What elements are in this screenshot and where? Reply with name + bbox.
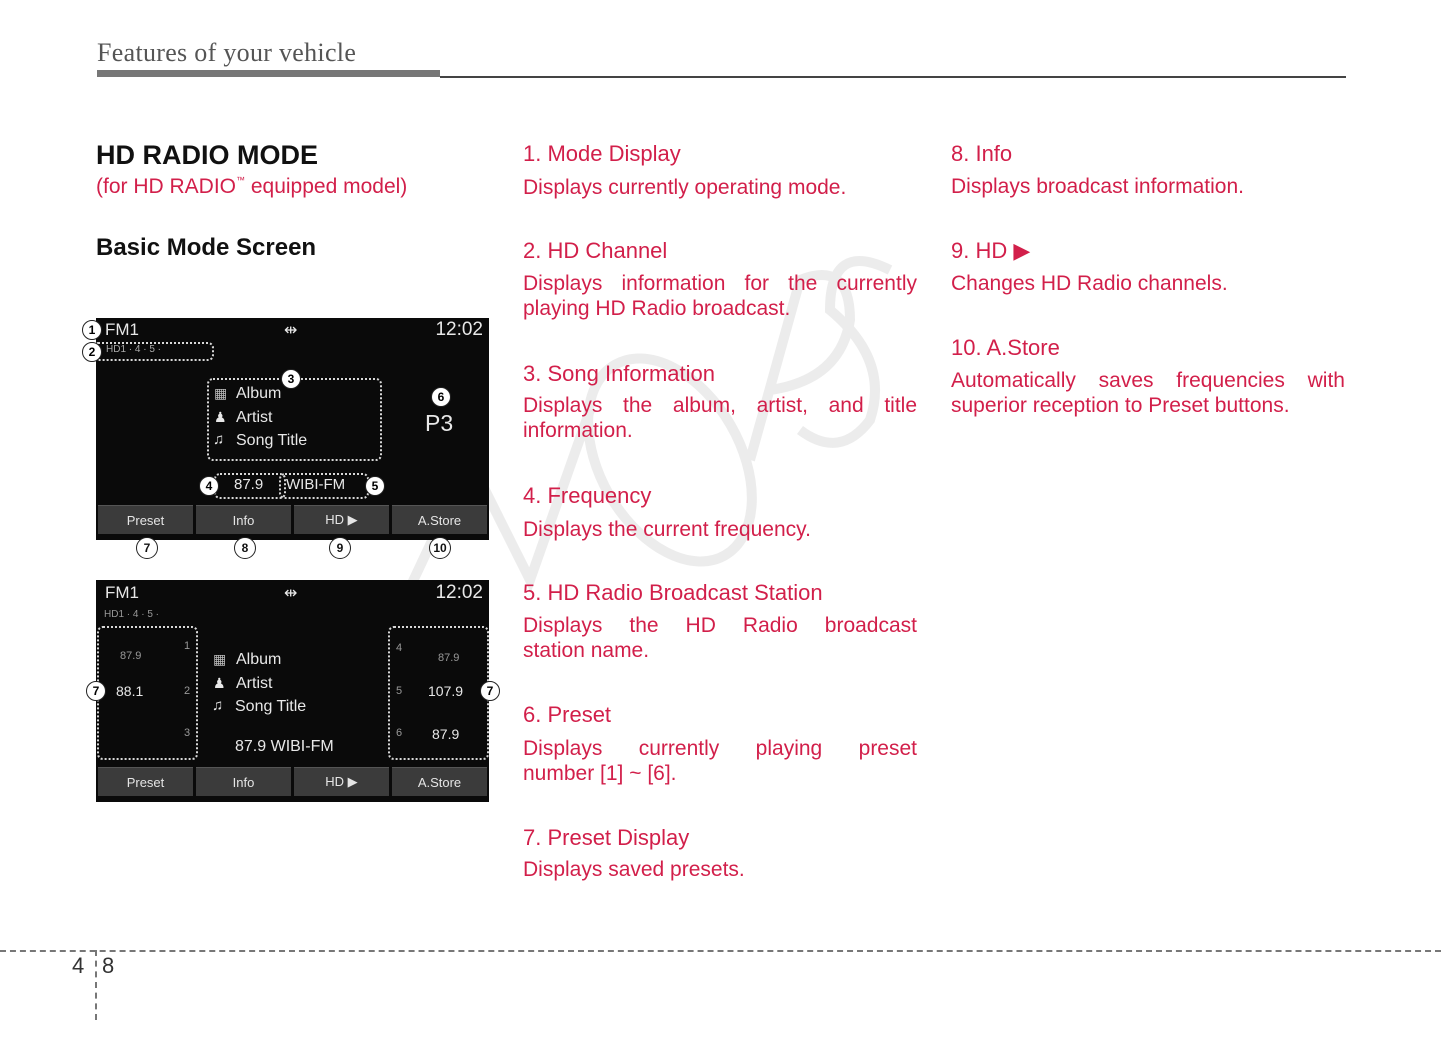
basic-mode-screen [96, 318, 489, 540]
artist-icon: ♟ [214, 409, 227, 425]
marker-5: 5 [365, 476, 385, 496]
artist-icon-2: ♟ [213, 675, 226, 691]
item-2-title: 2. HD Channel [523, 238, 668, 263]
right-preset-4-num: 4 [396, 642, 403, 654]
footer-divider [0, 950, 1441, 952]
album-label-2: Album [236, 651, 282, 668]
item-10-title: 10. A.Store [951, 335, 1060, 360]
item-4-title: 4. Frequency [523, 483, 652, 508]
song-title-label: Song Title [236, 432, 308, 449]
clock-2: 12:02 [435, 582, 483, 603]
right-preset-6-num: 6 [396, 727, 403, 739]
item-6-desc-line1: Displays currently playing preset [523, 737, 917, 760]
marker-3: 3 [281, 369, 301, 389]
astore-softkey-2[interactable]: A.Store [392, 767, 487, 796]
hd-channel-text: HD1 · 4 · 5 · [106, 344, 162, 355]
section-header: Features of your vehicle [97, 38, 357, 67]
marker-7-right: 7 [480, 681, 500, 701]
item-8-title: 8. Info [951, 141, 1013, 166]
item-9-desc: Changes HD Radio channels. [951, 272, 1228, 295]
artist-label-2: Artist [236, 675, 273, 692]
item-1-title: 1. Mode Display [523, 141, 681, 166]
item-7-title: 7. Preset Display [523, 825, 690, 850]
album-icon-2: ▦ [213, 651, 227, 667]
marker-1: 1 [82, 320, 102, 340]
marker-2: 2 [82, 342, 102, 362]
usb-icon: ⇹ [284, 322, 298, 339]
item-3-title: 3. Song Information [523, 361, 716, 386]
marker-7-left: 7 [86, 681, 106, 701]
item-6-title: 6. Preset [523, 702, 612, 727]
item-1-desc: Displays currently operating mode. [523, 176, 847, 199]
item-5-desc-line2: station name. [523, 639, 650, 662]
astore-softkey[interactable]: A.Store [392, 505, 487, 534]
song-icon: ♫ [213, 431, 225, 448]
item-8-desc: Displays broadcast information. [951, 175, 1244, 198]
song-icon-2: ♫ [212, 697, 224, 714]
left-preset-1-num: 1 [184, 640, 191, 652]
frequency-label: 87.9 [234, 476, 264, 493]
marker-10: 10 [429, 537, 451, 559]
footer-page-divider [95, 950, 97, 1020]
page-subtitle: (for HD RADIO™ equipped model) [96, 175, 408, 198]
hd-softkey-2[interactable]: HD ▶ [294, 767, 389, 796]
song-title-label-2: Song Title [235, 698, 307, 715]
album-label: Album [236, 385, 282, 402]
item-2-desc-line2: playing HD Radio broadcast. [523, 297, 791, 320]
left-preset-2-freq: 88.1 [116, 683, 144, 699]
right-preset-5-num: 5 [396, 685, 403, 697]
left-preset-2-num: 2 [184, 685, 191, 697]
right-preset-4-freq: 87.9 [438, 652, 460, 664]
album-icon: ▦ [214, 385, 228, 401]
right-preset-6-freq: 87.9 [432, 726, 460, 742]
item-3-desc-line2: information. [523, 419, 633, 442]
marker-8: 8 [234, 537, 256, 559]
mode-display-2: FM1 [105, 583, 139, 602]
info-softkey[interactable]: Info [196, 505, 291, 534]
page-title: HD RADIO MODE [96, 140, 318, 170]
hd-channel-text-2: HD1 · 4 · 5 · [104, 609, 160, 620]
header-rule-thin [440, 76, 1346, 78]
left-preset-1-freq: 87.9 [120, 650, 142, 662]
preset-softkey[interactable]: Preset [98, 505, 193, 534]
left-preset-box [97, 626, 198, 760]
preset-display-screen [96, 580, 489, 802]
preset-number: P3 [425, 410, 454, 436]
item-7-desc: Displays saved presets. [523, 858, 745, 881]
hd-softkey[interactable]: HD ▶ [294, 505, 389, 534]
mode-display: FM1 [105, 320, 139, 339]
item-4-desc: Displays the current frequency. [523, 518, 811, 541]
right-preset-5-freq: 107.9 [428, 683, 464, 699]
marker-7: 7 [136, 537, 158, 559]
clock: 12:02 [435, 319, 483, 340]
preset-softkey-2[interactable]: Preset [98, 767, 193, 796]
item-9-title: 9. HD ▶ [951, 238, 1031, 263]
station-line-2: 87.9 WIBI-FM [235, 738, 334, 755]
station-label: WIBI-FM [286, 476, 346, 493]
marker-9: 9 [329, 537, 351, 559]
item-5-desc-line1: Displays the HD Radio broadcast [523, 614, 917, 637]
item-3-desc-line1: Displays the album, artist, and title [523, 394, 917, 417]
marker-6: 6 [431, 387, 451, 407]
screen-heading: Basic Mode Screen [96, 234, 317, 261]
page-number-chapter: 4 [72, 953, 85, 978]
item-10-desc-line2: superior reception to Preset buttons. [951, 394, 1290, 417]
usb-icon-2: ⇹ [284, 585, 298, 602]
header-rule-thick [97, 70, 440, 77]
left-preset-3-num: 3 [184, 727, 191, 739]
info-softkey-2[interactable]: Info [196, 767, 291, 796]
page-number: 8 [102, 953, 115, 978]
marker-4: 4 [199, 476, 219, 496]
artist-label: Artist [236, 409, 273, 426]
item-10-desc-line1: Automatically saves frequencies with [951, 369, 1345, 392]
item-5-title: 5. HD Radio Broadcast Station [523, 580, 823, 605]
item-6-desc-line2: number [1] ~ [6]. [523, 762, 677, 785]
item-2-desc-line1: Displays information for the currently [523, 272, 917, 295]
